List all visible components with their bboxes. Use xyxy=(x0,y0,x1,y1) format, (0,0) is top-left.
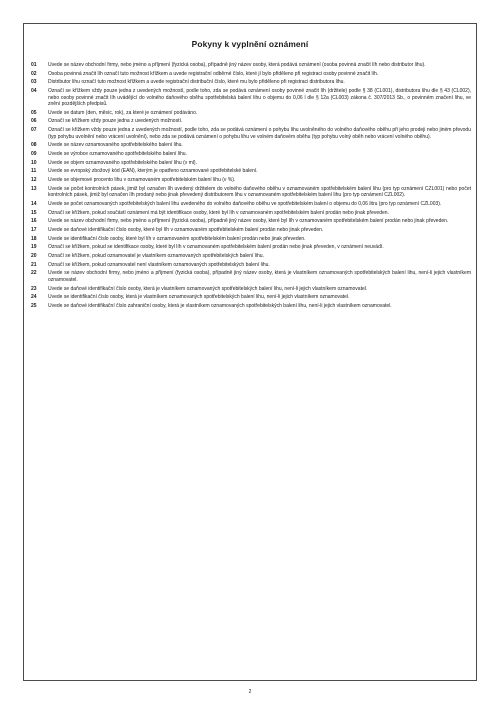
instruction-number: 06 xyxy=(31,118,37,125)
instruction-text: Označí se křížkem vždy pouze jedna z uvedených možností, podle toho, zda se podává oznámení osoby povinné značit líh (držitele) podle § 38 (CL001), distributora lihu dle § 43 (CL002), nebo osoby povinné značit líh uvádějící do volného daňového oběhu spotřebitelská balení lihu o objemu do 0,06 l dle § 12a (CL003) zákona č. 307/2013 Sb., o povinném značení lihu, ve znění pozdějších předpisů. xyxy=(48,88,471,108)
instruction-number: 08 xyxy=(31,142,37,149)
instruction-number: 10 xyxy=(31,159,37,166)
instruction-item xyxy=(31,151,471,158)
instruction-text: Uvede se počet kontrolních pásek, jimiž byl označen líh uvedený držitelem do volného daňového oběhu v oznamovaném spotřebitelském balení lihu (pro typ oznámení CZL001) nebo počet kontrolních pásek, jimiž byl označen líh prodaný nebo jinak převedený distributorem lihu v oznamovaném spotřebitelském balení lihu (pro typ oznámení CZL002). xyxy=(48,185,471,199)
instruction-item xyxy=(31,160,471,167)
instruction-item xyxy=(31,244,471,251)
instruction-number: 11 xyxy=(31,168,37,175)
instruction-number: 04 xyxy=(31,88,37,95)
instruction-item xyxy=(31,177,471,184)
instruction-text: Označí se křížkem vždy pouze jedna z uvedených možností, podle toho, zda se podává oznámení o pohybu lihu uvolněného do volného daňového oběhu při jeho prodeji nebo jiném převodu (typ pohybu uvolnění nebo vrácení uvolnění), nebo zda se podává oznámení o pohybu lihu ve volném daňovém oběhu (typ pohybu volný oběh nebo vrácení volného oběhu). xyxy=(48,127,471,140)
instruction-item xyxy=(31,79,471,86)
instruction-item xyxy=(31,262,471,269)
instruction-text: Uvede se počet oznamovaných spotřebitelských balení lihu uvedeného do volného daňového oběhu ve spotřebitelském balení o objemu do 0,06 litru (pro typ oznámení CZL003). xyxy=(48,200,442,207)
instruction-item xyxy=(31,236,471,243)
instruction-text: Osoba povinná značit líh označí tuto možnost křížkem a uvede registrační odběrné číslo, které jí bylo přiděleno při registraci osoby povinné značit líh. xyxy=(48,70,379,77)
instruction-item xyxy=(31,186,471,199)
instruction-item xyxy=(31,227,471,234)
instruction-number: 16 xyxy=(31,218,37,225)
instruction-item xyxy=(31,118,471,125)
instruction-text: Uvede se daňové identifikační číslo osoby, která je vlastníkem oznamovaných spotřebitelských balení lihu, není-li jejich vlastníkem oznamovatel. xyxy=(48,285,368,292)
instruction-text: Uvede se název obchodní firmy, nebo jméno a příjmení (fyzická osoba), případně jiný název osoby, které byl líh v oznamovaném spotřebitelském balení prodán nebo jinak převeden. xyxy=(48,218,449,225)
instruction-item xyxy=(31,127,471,140)
instruction-item xyxy=(31,270,471,283)
instruction-text: Uvede se datum (den, měsíc, rok), za které je oznámení podáváno. xyxy=(48,109,198,116)
instruction-text: Uvede se objem oznamovaného spotřebitelského balení lihu (v ml). xyxy=(48,159,197,166)
instruction-number: 12 xyxy=(31,177,37,184)
instruction-number: 02 xyxy=(31,70,37,77)
instruction-text: Označí se křížkem, pokud součástí oznámení má být identifikace osoby, které byl líh v oznamovaném spotřebitelském balení prodán nebo jinak převeden. xyxy=(48,209,389,216)
page-number: 2 xyxy=(248,689,252,695)
instruction-number: 15 xyxy=(31,209,37,216)
instruction-item xyxy=(31,62,471,69)
instruction-number: 20 xyxy=(31,253,37,260)
instruction-item xyxy=(31,88,471,108)
instruction-number: 07 xyxy=(31,127,37,134)
instruction-text: Uvede se identifikační číslo osoby, která je vlastníkem oznamovaných spotřebitelských balení lihu, není-li jejich vlastníkem oznamovatel. xyxy=(48,294,350,301)
instruction-text: Označí se křížkem vždy pouze jedna z uvedených možností. xyxy=(48,118,183,125)
instruction-text: Označí se křížkem, pokud oznamovatel je vlastníkem oznamovaných spotřebitelských balení lihu. xyxy=(48,253,264,260)
instruction-item xyxy=(31,110,471,117)
instruction-number: 03 xyxy=(31,79,37,86)
instruction-text: Uvede se evropský zbožový kód (EAN), kterým je opatřeno oznamované spotřebitelské balení. xyxy=(48,168,258,175)
instruction-number: 18 xyxy=(31,235,37,242)
instruction-item xyxy=(31,253,471,260)
instruction-number: 21 xyxy=(31,261,37,268)
instruction-item xyxy=(31,201,471,208)
instruction-item xyxy=(31,210,471,217)
instruction-list xyxy=(31,62,471,312)
instruction-number: 01 xyxy=(31,62,37,68)
instruction-number: 19 xyxy=(31,244,37,251)
instruction-number: 05 xyxy=(31,109,37,116)
instruction-text: Uvede se název oznamovaného spotřebitelského balení lihu. xyxy=(48,142,183,149)
instruction-item xyxy=(31,218,471,225)
instruction-item xyxy=(31,303,471,310)
page-title: Pokyny k vyplnění oznámení xyxy=(191,39,309,49)
instruction-text: Uvede se identifikační číslo osoby, které byl líh v oznamovaném spotřebitelském balení prodán nebo jinak převeden. xyxy=(48,235,306,242)
instruction-number: 22 xyxy=(31,270,37,277)
instruction-item xyxy=(31,71,471,78)
instruction-text: Uvede se název obchodní firmy, nebo jméno a příjmení (fyzická osoba), případně jiný název osoby, která podává oznámení (osoba povinná značit líh nebo distributor lihu). xyxy=(48,62,426,68)
instruction-number: 23 xyxy=(31,285,37,292)
instruction-text: Uvede se název obchodní firmy, nebo jméno a příjmení (fyzická osoba), případně jiný název osoby, která je vlastníkem oznamovaných spotřebitelských balení lihu, není-li jejich vlastníkem oznamovatel. xyxy=(48,270,471,283)
instruction-text: Uvede se daňové identifikační číslo zahraniční osoby, která je vlastníkem oznamovaných spotřebitelských balení lihu, není-li jejich vlastníkem oznamovatel. xyxy=(48,303,392,309)
instruction-text: Označí se křížkem, pokud oznamovatel není vlastníkem oznamovaných spotřebitelských balení lihu. xyxy=(48,261,270,268)
instruction-text: Uvede se daňové identifikační číslo osoby, které byl líh v oznamovaném spotřebitelském balení prodán nebo jinak převeden. xyxy=(48,227,324,233)
instruction-text: Uvede se objemové procento lihu v oznamovaném spotřebitelském balení lihu (v %). xyxy=(48,177,236,184)
instruction-text: Distributor lihu označí tuto možnost křížkem a uvede registrační distribuční číslo, které mu bylo přiděleno při registraci distributora lihu. xyxy=(48,79,345,86)
instruction-item xyxy=(31,168,471,175)
instruction-number: 13 xyxy=(31,185,37,192)
instruction-number: 25 xyxy=(31,303,37,309)
instruction-item xyxy=(31,142,471,149)
instruction-item xyxy=(31,294,471,301)
instruction-item xyxy=(31,286,471,293)
instruction-number: 14 xyxy=(31,200,37,207)
instruction-text: Označí se křížkem, pokud se identifikace osoby, které byl líh v oznamovaném spotřebitelském balení prodán nebo jinak převeden, v oznámení neuvádí. xyxy=(48,244,384,251)
instruction-number: 17 xyxy=(31,227,37,233)
instruction-number: 09 xyxy=(31,151,37,157)
instruction-number: 24 xyxy=(31,294,37,301)
instruction-text: Uvede se výrobce oznamovaného spotřebitelského balení lihu. xyxy=(48,151,187,157)
